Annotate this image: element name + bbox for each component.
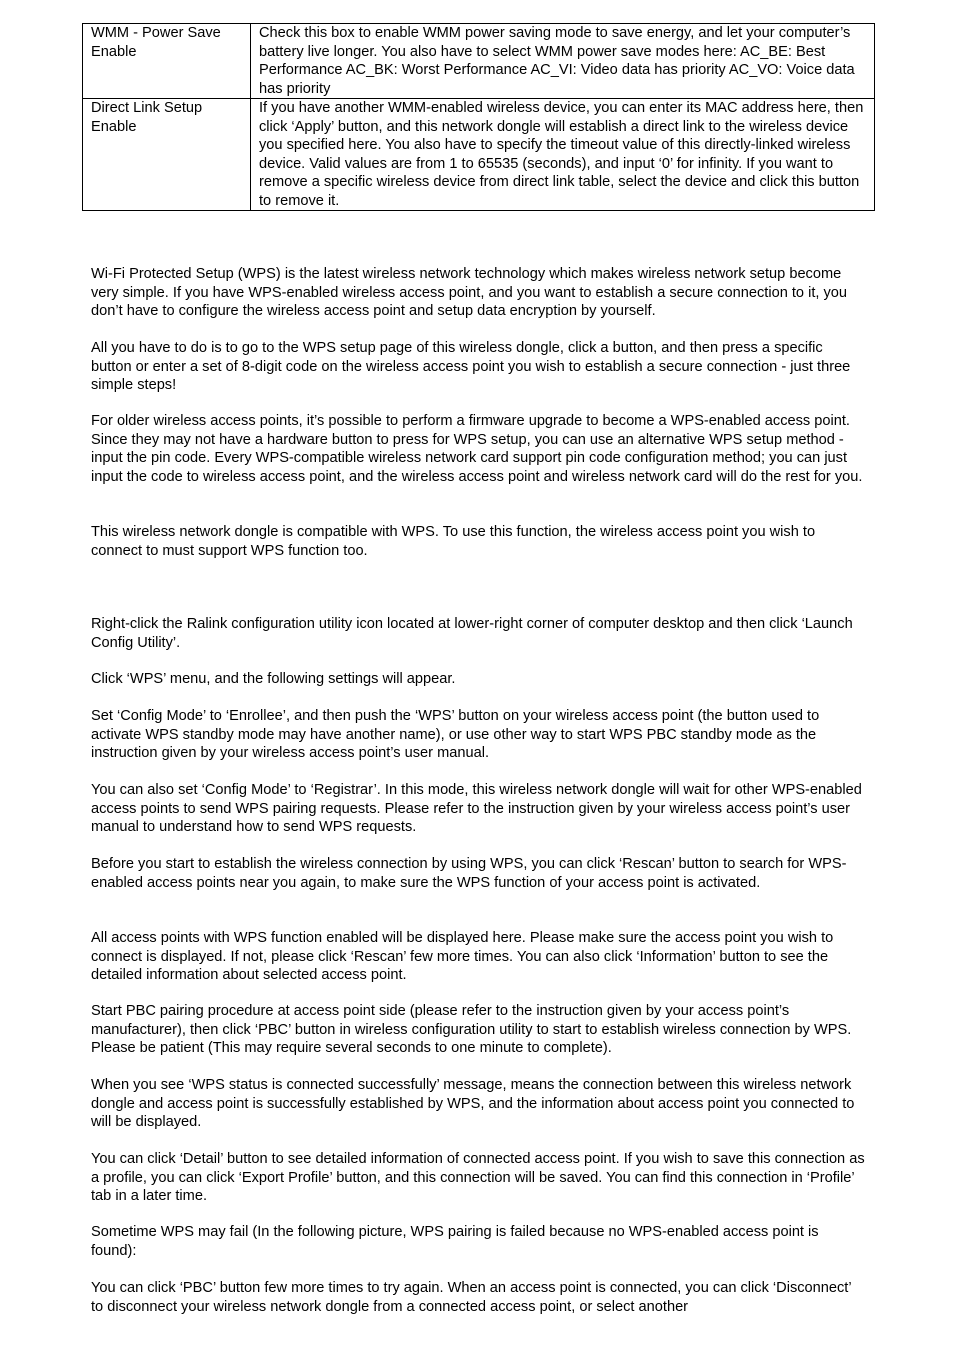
paragraph-older-ap: For older wireless access points, it’s possible to perform a firmware upgrade to become a WPS-enabled access point. Since they may not have a hardware button to press for WPS setup, you can use an alternative WPS setup method - input the pin code. Every WPS-compatible wireless network card support pin code configuration method; you can just input the code to wireless access point, and the wireless access point and wireless network card will do the rest for you. (91, 413, 863, 485)
paragraph-registrar: You can also set ‘Config Mode’ to ‘Registrar’. In this mode, this wireless network dongle will wait for other WPS-enabled access points to send WPS pairing requests. Please refer to the instruction given by your wireless access point’s user manual to understand how to send WPS requests. (91, 782, 862, 835)
paragraph-wps-menu: Click ‘WPS’ menu, and the following settings will appear. (91, 671, 456, 687)
setting-description: Check this box to enable WMM power saving mode to save energy, and let your computer’s battery live longer. You also have to select WMM power save modes here: AC_BE: Best Performance AC_BK: Worst Performance AC_VI: Video data has priority AC_VO: Voice data has priority (251, 24, 875, 99)
paragraph-wps-steps: All you have to do is to go to the WPS setup page of this wireless dongle, click a button, and then press a specific button or enter a set of 8-digit code on the wireless access point you wish to establish a secure connection - just three simple steps! (91, 340, 851, 393)
paragraph-detail: You can click ‘Detail’ button to see detailed information of connected access point. If you wish to save this connection as a profile, you can click ‘Export Profile’ button, and this connection will be saved. You can find this connection in ‘Profile’ tab in a later time. (91, 1151, 865, 1204)
paragraph-ap-list: All access points with WPS function enabled will be displayed here. Please make sure the access point you wish to connect is displayed. If not, please click ‘Rescan’ few more times. You can also click ‘Information’ button to see the detailed information about selected access point. (91, 930, 834, 983)
paragraph-disconnect: You can click ‘PBC’ button few more times to try again. When an access point is connected, you can click ‘Disconnect’ to disconnect your wireless network dongle from a connected access point, or select another (91, 1280, 852, 1315)
paragraph-enrollee: Set ‘Config Mode’ to ‘Enrollee’, and then push the ‘WPS’ button on your wireless access point (the button used to activate WPS standby mode may have another name), or use other way to start WPS PBC standby mode as the instruction given by your wireless access point’s user manual. (91, 708, 820, 761)
setting-description: If you have another WMM-enabled wireless device, you can enter its MAC address here, then click ‘Apply’ button, and this network dongle will establish a direct link to the wireless device you specified here. You also have to specify the timeout value of this directly-linked wireless device. Valid values are from 1 to 65535 (seconds), and input ‘0’ for infinity. If you want to remove a specific wireless device from direct link table, select the device and click this button to remove it. (251, 99, 875, 211)
settings-table (82, 23, 875, 211)
paragraph-compatibility: This wireless network dongle is compatible with WPS. To use this function, the wireless access point you wish to connect to must support WPS function too. (91, 524, 816, 559)
paragraph-wps-fail: Sometime WPS may fail (In the following picture, WPS pairing is failed because no WPS-enabled access point is found): (91, 1224, 819, 1259)
paragraph-pbc: Start PBC pairing procedure at access point side (please refer to the instruction given by your access point’s manufacturer), then click ‘PBC’ button in wireless configuration utility to start to establish wireless connection by WPS. Please be patient (This may require several seconds to one minute to complete). (91, 1003, 852, 1056)
paragraph-launch-utility: Right-click the Ralink configuration utility icon located at lower-right corner of computer desktop and then click ‘Launch Config Utility’. (91, 616, 853, 651)
paragraph-connected: When you see ‘WPS status is connected successfully’ message, means the connection between this wireless network dongle and access point is successfully established by WPS, and the information about access point you connected to will be displayed. (91, 1077, 855, 1130)
table-row (83, 24, 875, 99)
table-row (83, 99, 875, 211)
setting-name: WMM - Power Save Enable (83, 24, 251, 99)
paragraph-rescan: Before you start to establish the wireless connection by using WPS, you can click ‘Rescan’ button to search for WPS-enabled access points near you again, to make sure the WPS function of your access point is activated. (91, 856, 847, 891)
paragraph-wps-intro: Wi-Fi Protected Setup (WPS) is the latest wireless network technology which makes wireless network setup become very simple. If you have WPS-enabled wireless access point, and you want to establish a secure connection to it, you don’t have to configure the wireless access point and setup data encryption by yourself. (91, 266, 848, 319)
setting-name: Direct Link Setup Enable (83, 99, 251, 211)
